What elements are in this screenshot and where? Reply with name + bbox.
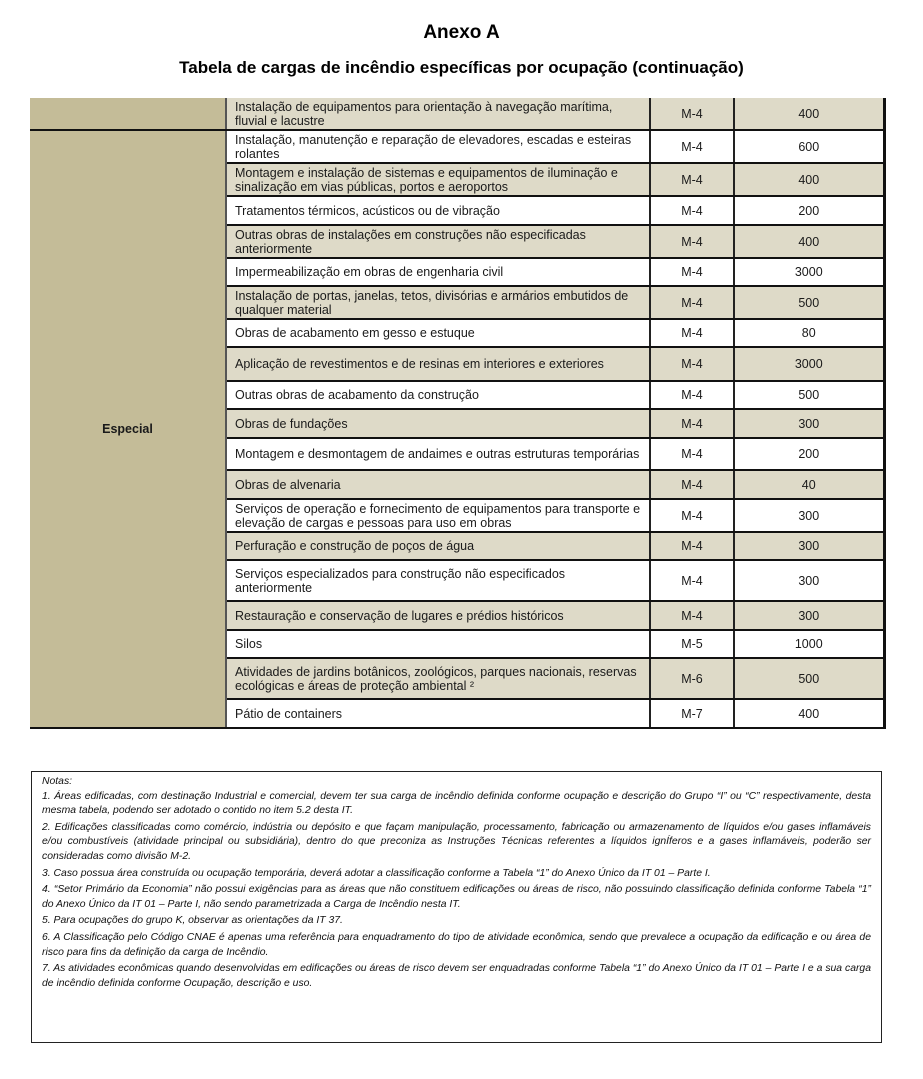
fire-load-cell: 500 [734,658,884,699]
fire-load-cell: 600 [734,130,884,163]
table-body [30,98,884,728]
division-cell: M-4 [650,409,734,438]
description-cell: Outras obras de acabamento da construção [226,381,650,409]
fire-load-cell: 300 [734,499,884,532]
fire-load-cell: 300 [734,409,884,438]
division-cell: M-4 [650,98,734,130]
annex-title: Anexo A [423,22,500,43]
division-cell: M-4 [650,225,734,258]
fire-load-cell: 400 [734,98,884,130]
description-cell: Outras obras de instalações em construções não especificadas anteriormente [226,225,650,258]
group-cell-previous [30,98,226,130]
fire-load-table [30,98,886,729]
division-cell: M-5 [650,630,734,658]
note-item: 5. Para ocupações do grupo K, observar as orientações da IT 37. [42,915,343,927]
division-cell: M-4 [650,381,734,409]
fire-load-cell: 400 [734,699,884,728]
division-cell: M-4 [650,532,734,560]
description-cell: Pátio de containers [226,699,650,728]
description-cell: Atividades de jardins botânicos, zoológicos, parques nacionais, reservas ecológicas e áreas de proteção ambiental ² [226,658,650,699]
fire-load-table-container [30,98,884,729]
group-cell-especial: Especial [30,130,226,728]
division-cell: M-4 [650,319,734,347]
description-cell: Serviços especializados para construção não especificados anteriormente [226,560,650,601]
note-item: 2. Edificações classificadas como comércio, indústria ou depósito e que façam manipulação, processamento, fabricação ou armazenamento de líquidos e/ou gases inflamáveis e/ou combustíveis (atividade principal ou subsidiária), dentro do que preconiza as Instruções Técnicas referentes a líquidos ignÍferos e a gases inflamáveis, poderão ser consideradas como divisão M-2. [42,821,871,862]
description-cell: Tratamentos térmicos, acústicos ou de vibração [226,196,650,225]
fire-load-cell: 80 [734,319,884,347]
description-cell: Instalação, manutenção e reparação de elevadores, escadas e esteiras rolantes [226,130,650,163]
note-item: 4. “Setor Primário da Economia” não possui exigências para as áreas que não constituem edificações ou áreas de risco, não possuindo classificação definida conforme Tabela “1” do Anexo Único da IT 01 – Parte I, não sendo parametrizada a Carga de Incêndio nesta IT. [42,884,871,910]
description-cell: Perfuração e construção de poços de água [226,532,650,560]
note-item: 7. As atividades econômicas quando desenvolvidas em edificações ou áreas de risco devem ser enquadradas conforme Tabela “1” do Anexo Único da IT 01 – Parte I e a sua carga de incêndio definida conforme Ocupação, descrição e uso. [42,963,871,989]
description-cell: Montagem e desmontagem de andaimes e outras estruturas temporárias [226,438,650,470]
description-cell: Obras de fundações [226,409,650,438]
division-cell: M-4 [650,258,734,286]
table-row [30,98,884,130]
note-item: 1. Áreas edificadas, com destinação Industrial e comercial, devem ter sua carga de incêndio definida conforme ocupação e descrição do Grupo “I” ou “C” respectivamente, desta mesma tabela, podendo ser adotado o contido no item 5.2 desta IT. [42,790,871,817]
fire-load-cell: 1000 [734,630,884,658]
description-cell: Montagem e instalação de sistemas e equipamentos de iluminação e sinalização em vias públicas, portos e aeroportos [226,163,650,196]
division-cell: M-4 [650,499,734,532]
fire-load-cell: 300 [734,601,884,630]
description-cell: Restauração e conservação de lugares e prédios históricos [226,601,650,630]
fire-load-cell: 3000 [734,347,884,381]
description-cell: Aplicação de revestimentos e de resinas em interiores e exteriores [226,347,650,381]
table-title: Tabela de cargas de incêndio específicas por ocupação (continuação) [179,58,744,77]
description-cell: Instalação de equipamentos para orientação à navegação marítima, fluvial e lacustre [226,98,650,130]
division-cell: M-4 [650,347,734,381]
description-cell: Instalação de portas, janelas, tetos, divisórias e armários embutidos de qualquer material [226,286,650,319]
division-cell: M-4 [650,163,734,196]
division-cell: M-4 [650,196,734,225]
note-item: 3. Caso possua área construída ou ocupação temporária, deverá adotar a classificação conforme a Tabela “1” do Anexo Único da IT 01 – Parte I. [42,867,711,879]
description-cell: Impermeabilização em obras de engenharia civil [226,258,650,286]
division-cell: M-4 [650,601,734,630]
fire-load-cell: 200 [734,438,884,470]
description-cell: Obras de acabamento em gesso e estuque [226,319,650,347]
description-cell: Serviços de operação e fornecimento de equipamentos para transporte e elevação de cargas e pessoas para uso em obras [226,499,650,532]
fire-load-cell: 400 [734,225,884,258]
description-cell: Obras de alvenaria [226,470,650,499]
division-cell: M-4 [650,560,734,601]
fire-load-cell: 40 [734,470,884,499]
division-cell: M-4 [650,438,734,470]
description-cell: Silos [226,630,650,658]
fire-load-cell: 400 [734,163,884,196]
division-cell: M-4 [650,286,734,319]
division-cell: M-6 [650,658,734,699]
notes-box [31,771,882,1043]
fire-load-cell: 500 [734,286,884,319]
fire-load-cell: 3000 [734,258,884,286]
note-item: 6. A Classificação pelo Código CNAE é apenas uma referência para enquadramento do tipo de atividade econômica, sendo que prevalece a ocupação da edificação e ou área de risco para fins da definição da carga de Incêndio. [42,931,871,958]
division-cell: M-7 [650,699,734,728]
fire-load-cell: 300 [734,560,884,601]
notes-header: Notas: [42,776,73,787]
fire-load-cell: 200 [734,196,884,225]
fire-load-cell: 500 [734,381,884,409]
table-row [30,130,884,163]
fire-load-cell: 300 [734,532,884,560]
division-cell: M-4 [650,470,734,499]
division-cell: M-4 [650,130,734,163]
